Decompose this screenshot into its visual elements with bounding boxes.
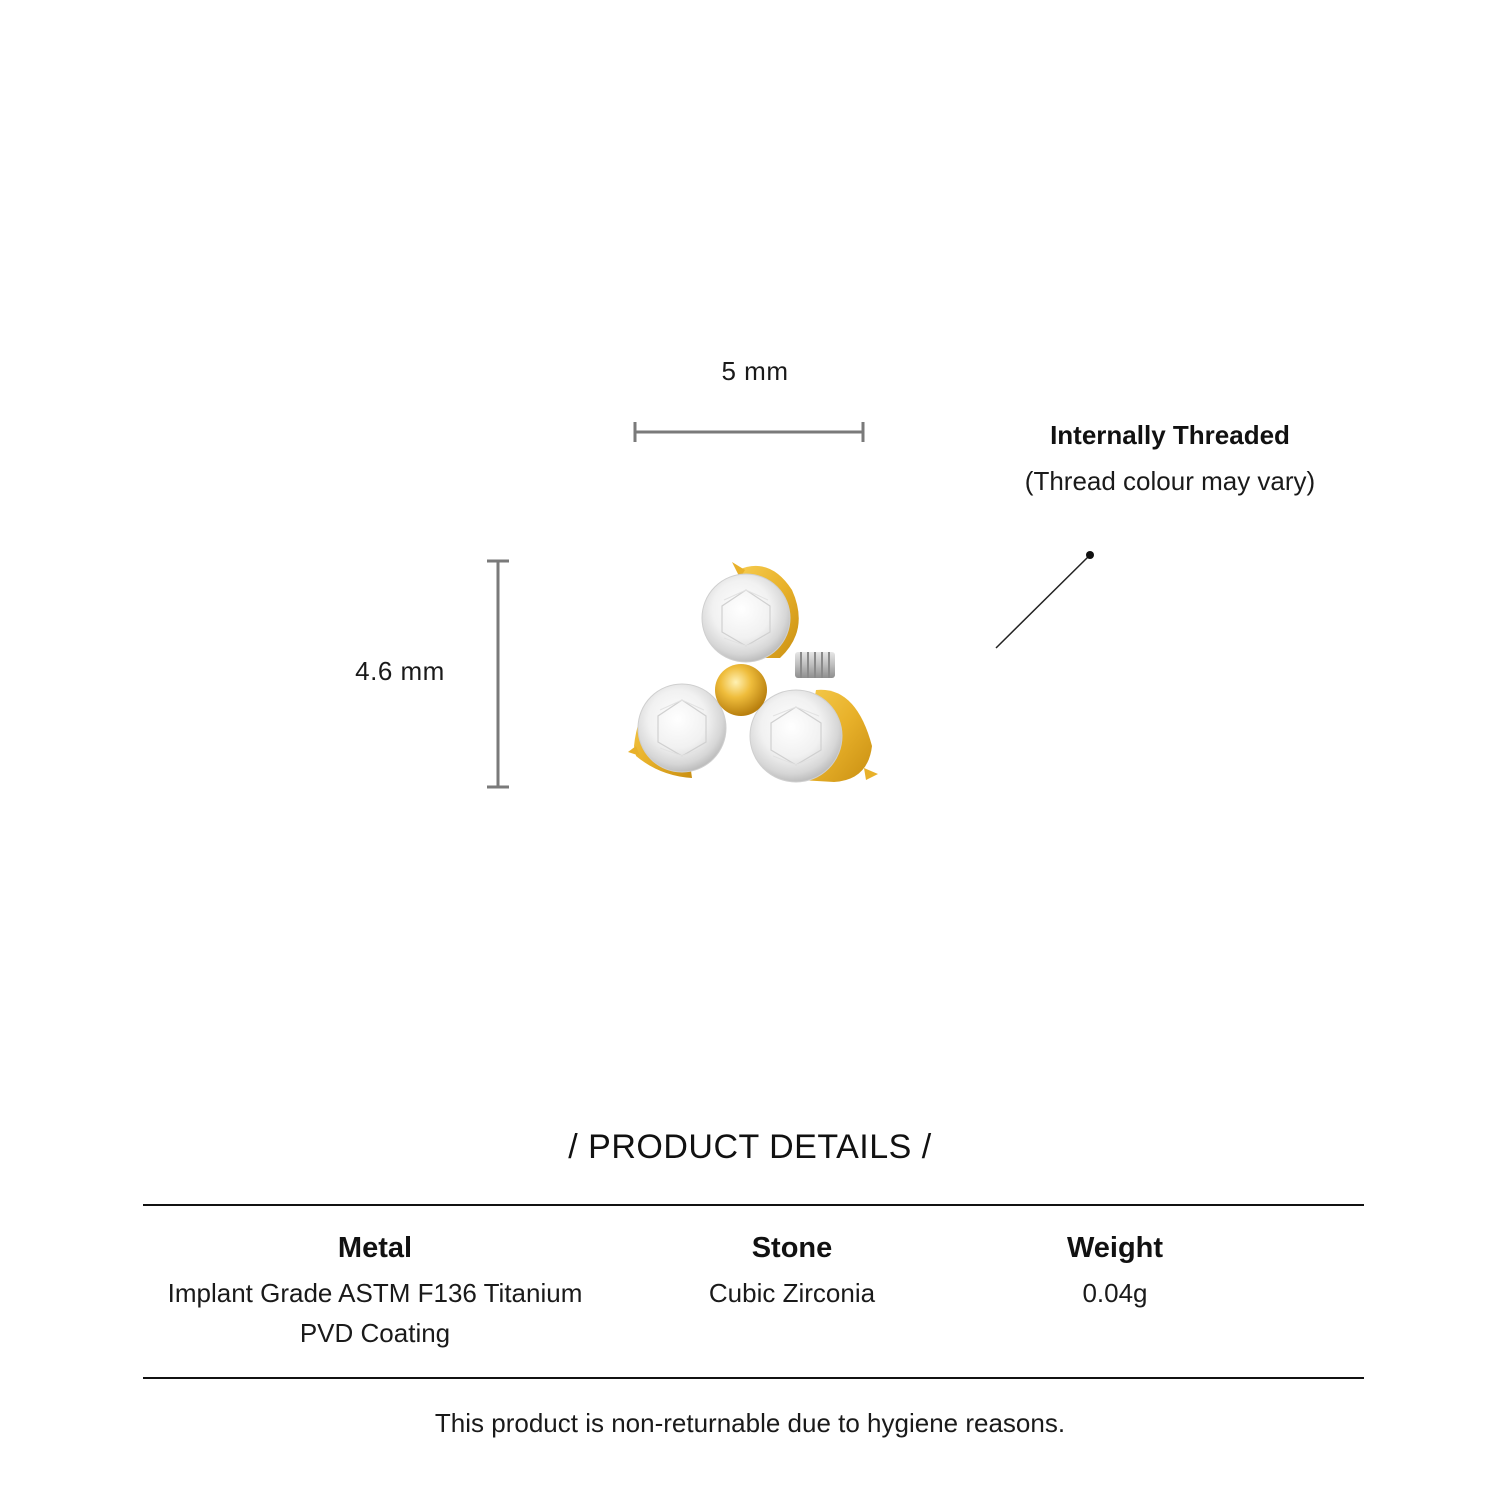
detail-column-weight (1000, 1232, 1230, 1313)
thread-pointer-line (990, 546, 1100, 656)
thread-callout-title: Internally Threaded (1050, 420, 1290, 450)
detail-column-metal (135, 1232, 615, 1353)
height-dimension-label: 4.6 mm (355, 656, 445, 686)
detail-header-weight: Weight (1066, 1232, 1164, 1264)
details-top-divider (143, 1204, 1364, 1206)
returns-policy-note: This product is non-returnable due to hygiene reasons. (434, 1408, 1066, 1438)
product-image-trinity-stud (620, 550, 890, 800)
gem-left (638, 684, 726, 772)
detail-value-metal-line-1: Implant Grade ASTM F136 Titanium (167, 1278, 583, 1308)
center-gold-ball (715, 664, 767, 716)
gem-top (702, 574, 790, 662)
details-bottom-divider (143, 1377, 1364, 1379)
gem-right (750, 690, 842, 782)
thread-post (795, 652, 835, 678)
height-measure-line (484, 556, 512, 792)
detail-header-stone: Stone (751, 1232, 833, 1264)
detail-column-stone (642, 1232, 942, 1313)
detail-header-metal: Metal (337, 1232, 413, 1264)
detail-value-weight: 0.04g (1082, 1278, 1148, 1308)
detail-value-stone: Cubic Zirconia (708, 1278, 876, 1308)
product-details-heading: / PRODUCT DETAILS / (568, 1128, 932, 1166)
detail-value-metal-line-2: PVD Coating (299, 1318, 451, 1348)
thread-callout-note: (Thread colour may vary) (1024, 466, 1316, 496)
width-measure-line (628, 420, 870, 444)
width-dimension-label: 5 mm (721, 356, 789, 386)
